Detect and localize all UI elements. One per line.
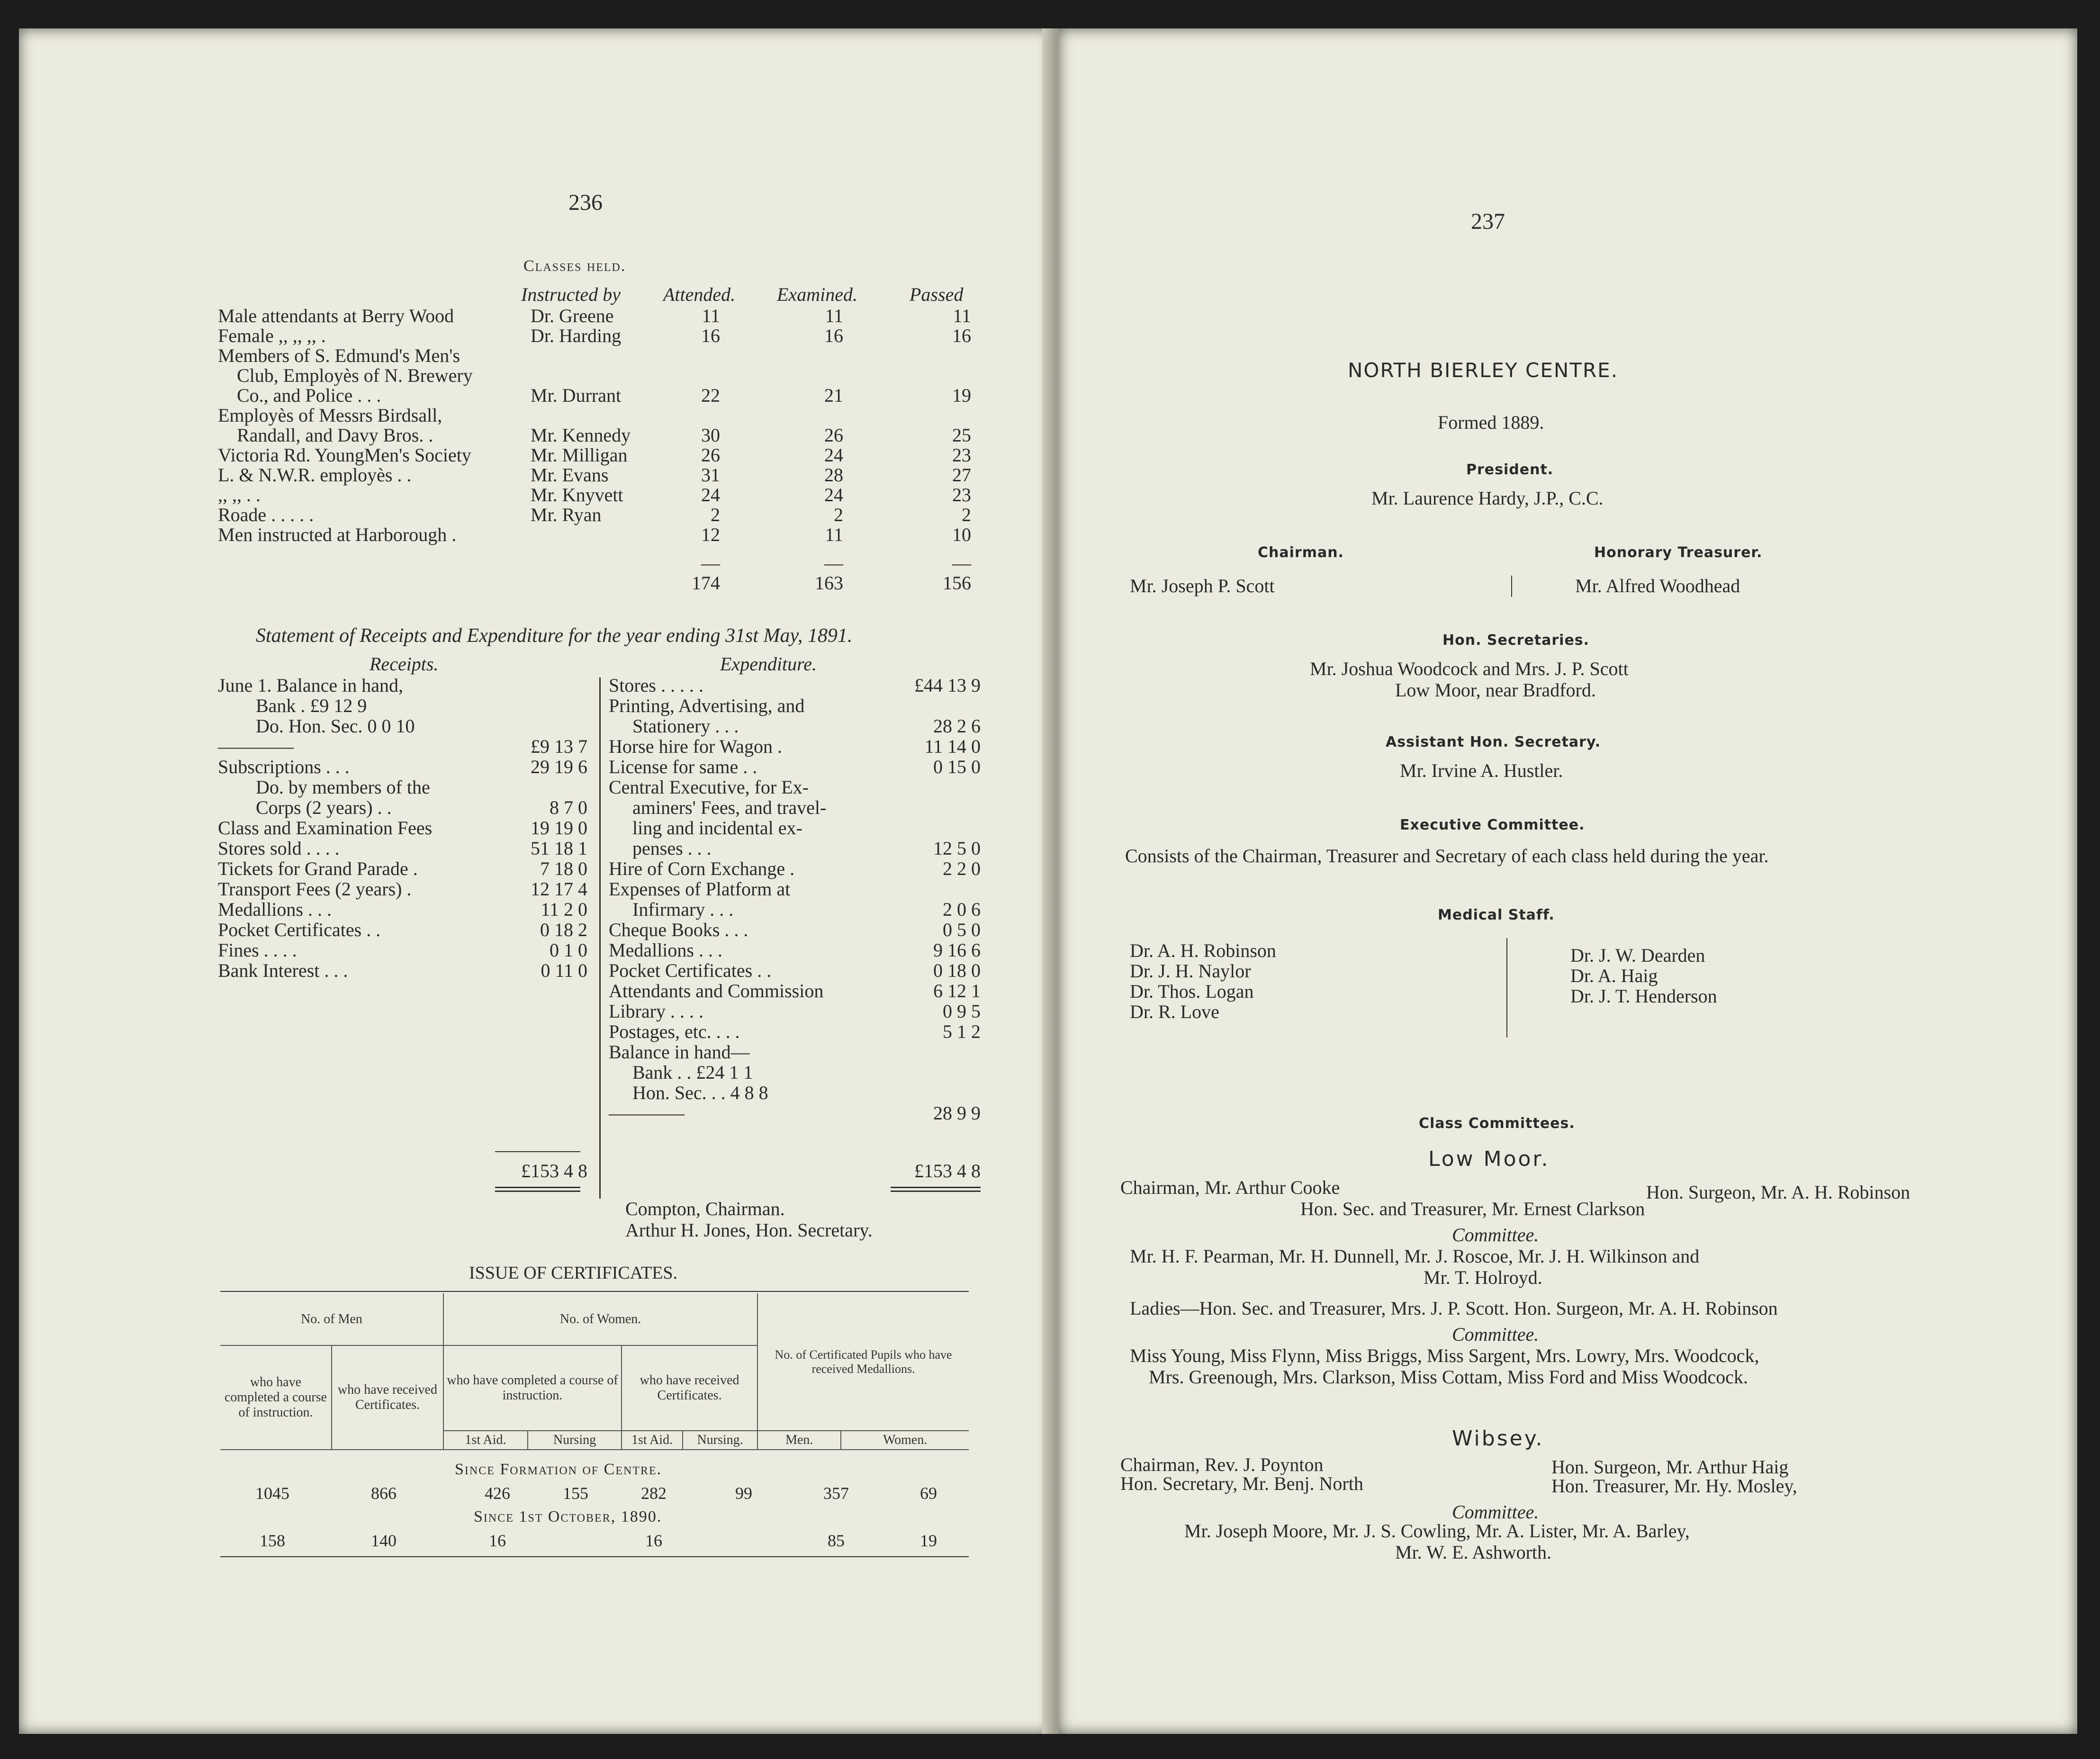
president-name: Mr. Laurence Hardy, J.P., C.C. [1371, 487, 1604, 509]
executive-heading: Executive Committee. [1400, 817, 1585, 833]
total-double-rule [891, 1187, 981, 1188]
women-received-header: who have received Certificates. [622, 1345, 757, 1431]
class-passed: 19 [952, 385, 971, 406]
total-double-rule [495, 1191, 580, 1192]
secretaries-heading: Hon. Secretaries. [1442, 632, 1590, 649]
certificate-count: 426 [485, 1484, 510, 1503]
class-examined: 2 [834, 504, 843, 525]
class-attended: 30 [701, 424, 720, 446]
class-description: Victoria Rd. YoungMen's Society [218, 444, 471, 466]
class-instructor: Dr. Greene [531, 305, 614, 326]
committee-members: Mr. T. Holroyd. [1424, 1267, 1542, 1288]
class-passed: 27 [952, 464, 971, 486]
certificates-title: ISSUE OF CERTIFICATES. [469, 1263, 678, 1283]
class-passed: 23 [952, 444, 971, 466]
medical-staff-name: Dr. J. T. Henderson [1570, 985, 1717, 1007]
expenditure-amount: 12 5 0 [933, 838, 981, 859]
total-rule: — [952, 552, 971, 574]
page-number: 237 [1471, 209, 1505, 234]
low-moor-title: Low Moor. [1428, 1147, 1550, 1171]
certificate-count: 158 [260, 1531, 285, 1550]
class-examined: 26 [824, 424, 843, 446]
secretaries-line: Mr. Joshua Woodcock and Mrs. J. P. Scott [1310, 658, 1629, 679]
sub-header: Nursing. [683, 1431, 757, 1450]
certificates-table [220, 1293, 969, 1450]
wibsey-chairman: Chairman, Rev. J. Poynton [1120, 1454, 1324, 1475]
treasurer-heading: Honorary Treasurer. [1594, 544, 1763, 561]
expenditure-item: ———— [609, 1102, 685, 1124]
expenditure-item: Expenses of Platform at [609, 878, 791, 900]
receipt-item: Do. Hon. Sec. 0 0 10 [256, 715, 415, 737]
expenditure-amount: 28 2 6 [933, 715, 981, 737]
sub-header: Women. [883, 1433, 928, 1447]
class-description: Men instructed at Harborough . [218, 524, 457, 545]
expenditure-amount: 11 14 0 [924, 736, 981, 757]
class-instructor: Mr. Knyvett [531, 484, 623, 505]
receipt-amount: 51 18 1 [531, 838, 587, 859]
class-examined: 11 [825, 305, 843, 326]
committee-label: Committee. [1452, 1324, 1539, 1345]
medical-staff-name: Dr. A. H. Robinson [1130, 940, 1276, 961]
certificate-count: 16 [645, 1531, 662, 1550]
receipt-amount: 12 17 4 [531, 878, 587, 900]
class-description: ,, ,, . . [218, 484, 261, 505]
certificate-count: 19 [920, 1531, 937, 1550]
left-page [19, 28, 1052, 1734]
class-description: Male attendants at Berry Wood [218, 305, 454, 326]
receipt-item: Subscriptions . . . [218, 756, 350, 777]
class-attended: 16 [701, 325, 720, 346]
total-passed: 156 [943, 572, 971, 594]
medical-staff-name: Dr. J. W. Dearden [1570, 945, 1705, 966]
receipt-amount: 8 7 0 [550, 797, 587, 818]
expenditure-amount: 0 5 0 [943, 919, 981, 940]
table-bottom-rule [220, 1556, 969, 1557]
page-number: 236 [568, 190, 603, 215]
col-attended: Attended. [663, 284, 736, 305]
receipt-item: Bank . £9 12 9 [256, 695, 367, 716]
certificate-count: 1045 [255, 1484, 289, 1503]
class-instructor: Mr. Ryan [531, 504, 602, 525]
medical-heading: Medical Staff. [1438, 907, 1555, 923]
expenditure-amount: 9 16 6 [933, 939, 981, 961]
men-completed-header: who have completed a course of instruction. [220, 1345, 332, 1450]
class-instructor: Mr. Kennedy [531, 424, 631, 446]
class-description: Co., and Police . . . [237, 385, 381, 406]
expenditure-amount: 6 12 1 [933, 980, 981, 1001]
medical-staff-name: Dr. A. Haig [1570, 965, 1658, 986]
low-moor-chairman: Chairman, Mr. Arthur Cooke [1120, 1177, 1340, 1198]
low-moor-surgeon: Hon. Surgeon, Mr. A. H. Robinson [1646, 1182, 1911, 1203]
col-passed: Passed [910, 284, 964, 305]
class-description: Randall, and Davy Bros. . [237, 424, 433, 446]
expenditure-item: Balance in hand— [609, 1041, 750, 1063]
total-examined: 163 [815, 572, 843, 594]
receipt-item: Class and Examination Fees [218, 817, 433, 839]
formed-date: Formed 1889. [1438, 412, 1544, 433]
class-instructor: Dr. Harding [531, 325, 622, 346]
wibsey-treasurer: Hon. Treasurer, Mr. Hy. Mosley, [1551, 1475, 1797, 1497]
expenditure-amount: 0 15 0 [933, 756, 981, 777]
col-instructed: Instructed by [521, 284, 621, 305]
expenditure-item: ling and incidental ex- [632, 817, 802, 839]
expenditure-amount: 2 0 6 [943, 899, 981, 920]
expenditure-item: Attendants and Commission [609, 980, 824, 1001]
class-instructor: Mr. Durrant [531, 385, 622, 406]
wibsey-surgeon: Hon. Surgeon, Mr. Arthur Haig [1551, 1456, 1789, 1478]
medical-staff-name: Dr. Thos. Logan [1130, 981, 1254, 1002]
secretaries-line: Low Moor, near Bradford. [1395, 679, 1596, 701]
class-description: L. & N.W.R. employès . . [218, 464, 412, 486]
receipt-amount: 19 19 0 [531, 817, 587, 839]
class-committees-heading: Class Committees. [1419, 1115, 1575, 1132]
expenditure-total: £153 4 8 [914, 1160, 981, 1182]
receipt-amount: 0 11 0 [541, 960, 587, 981]
assistant-name: Mr. Irvine A. Hustler. [1400, 760, 1563, 781]
chairman-heading: Chairman. [1258, 544, 1344, 561]
receipt-item: Fines . . . . [218, 939, 297, 961]
since-formation: Since Formation of Centre. [455, 1461, 662, 1478]
sub-header: 1st Aid. [622, 1431, 683, 1450]
expenditure-item: Horse hire for Wagon . [609, 736, 782, 757]
receipt-item: Bank Interest . . . [218, 960, 348, 981]
class-description: Members of S. Edmund's Men's [218, 345, 460, 366]
class-examined: 28 [824, 464, 843, 486]
expenditure-item: License for same . . [609, 756, 757, 777]
expenditure-amount: 2 2 0 [943, 858, 981, 879]
divider [1506, 938, 1507, 1037]
committee-label: Committee. [1452, 1501, 1539, 1523]
class-attended: 2 [711, 504, 720, 525]
receipts-total: £153 4 8 [521, 1160, 587, 1182]
class-attended: 26 [701, 444, 720, 466]
certificate-count: 155 [563, 1484, 588, 1503]
expenditure-item: Pocket Certificates . . [609, 960, 772, 981]
expenditure-amount: 0 9 5 [943, 1001, 981, 1022]
sub-header: Men. [757, 1431, 841, 1450]
receipt-item: ———— [218, 736, 294, 757]
treasurer-name: Mr. Alfred Woodhead [1575, 575, 1740, 596]
wibsey-members: Mr. Joseph Moore, Mr. J. S. Cowling, Mr. A. Lister, Mr. A. Barley, [1184, 1520, 1690, 1542]
class-description: Female ,, ,, ,, . [218, 325, 326, 346]
pupils-header: No. of Certificated Pupils who have received Medallions. [775, 1347, 952, 1376]
women-header: No. of Women. [443, 1293, 757, 1345]
expenditure-item: Hon. Sec. . . 4 8 8 [632, 1082, 768, 1103]
secretary-signature: Arthur H. Jones, Hon. Secretary. [625, 1219, 873, 1241]
president-heading: President. [1466, 461, 1554, 478]
table-top-rule [220, 1291, 969, 1292]
expenditure-item: Bank . . £24 1 1 [632, 1062, 753, 1083]
expenditure-amount: 0 18 0 [933, 960, 981, 981]
class-passed: 23 [952, 484, 971, 505]
class-passed: 11 [953, 305, 971, 326]
expenditure-item: Stationery . . . [632, 715, 739, 737]
total-rule: — [824, 552, 843, 574]
class-examined: 16 [824, 325, 843, 346]
class-attended: 11 [702, 305, 720, 326]
total-double-rule [891, 1191, 981, 1192]
ladies-members: Miss Young, Miss Flynn, Miss Briggs, Miss Sargent, Mrs. Lowry, Mrs. Woodcock, [1130, 1345, 1759, 1366]
expenditure-item: Cheque Books . . . [609, 919, 748, 940]
medical-staff-name: Dr. J. H. Naylor [1130, 960, 1251, 982]
class-instructor: Mr. Milligan [531, 444, 628, 466]
total-attended: 174 [692, 572, 720, 594]
sub-header: Nursing [528, 1431, 622, 1450]
certificate-count: 16 [489, 1531, 506, 1550]
expenditure-item: Printing, Advertising, and [609, 695, 805, 716]
expenditure-item: Postages, etc. . . . [609, 1021, 740, 1042]
receipt-item: June 1. Balance in hand, [218, 675, 403, 696]
class-passed: 10 [952, 524, 971, 545]
expenditure-item: aminers' Fees, and travel- [632, 797, 827, 818]
class-passed: 25 [952, 424, 971, 446]
sub-header: 1st Aid. [443, 1431, 528, 1450]
certificate-count: 85 [828, 1531, 845, 1550]
classes-title: Classes held. [523, 257, 626, 275]
class-examined: 24 [824, 444, 843, 466]
receipts-heading: Receipts. [370, 653, 439, 675]
expenditure-amount: 5 1 2 [943, 1021, 981, 1042]
ladies-line: Ladies—Hon. Sec. and Treasurer, Mrs. J. P. Scott. Hon. Surgeon, Mr. A. H. Robinson [1130, 1298, 1778, 1319]
expenditure-amount: 28 9 9 [933, 1102, 981, 1124]
expenditure-item: Medallions . . . [609, 939, 722, 961]
women-completed-header: who have completed a course of instruction. [443, 1345, 622, 1431]
chairman-name: Mr. Joseph P. Scott [1130, 575, 1275, 596]
ladies-members: Mrs. Greenough, Mrs. Clarkson, Miss Cottam, Miss Ford and Miss Woodcock. [1149, 1366, 1748, 1388]
certificate-count: 357 [823, 1484, 849, 1503]
class-attended: 12 [701, 524, 720, 545]
certificate-count: 99 [735, 1484, 752, 1503]
certificate-count: 140 [371, 1531, 397, 1550]
column-divider [599, 677, 601, 1199]
class-attended: 24 [701, 484, 720, 505]
expenditure-heading: Expenditure. [720, 653, 817, 675]
wibsey-secretary: Hon. Secretary, Mr. Benj. North [1120, 1473, 1363, 1494]
class-description: Club, Employès of N. Brewery [237, 365, 473, 386]
receipt-amount: £9 13 7 [531, 736, 587, 757]
statement-title: Statement of Receipts and Expenditure for the year ending 31st May, 1891. [256, 625, 853, 647]
certificate-count: 866 [371, 1484, 397, 1503]
right-page [1059, 28, 2077, 1734]
expenditure-item: Hire of Corn Exchange . [609, 858, 795, 879]
total-rule: — [701, 552, 720, 574]
receipt-amount: 11 2 0 [541, 899, 587, 920]
col-examined: Examined. [777, 284, 857, 305]
medical-staff-name: Dr. R. Love [1130, 1001, 1219, 1022]
expenditure-amount: £44 13 9 [914, 675, 981, 696]
class-description: Roade . . . . . [218, 504, 314, 525]
total-double-rule [495, 1187, 580, 1188]
receipt-item: Tickets for Grand Parade . [218, 858, 418, 879]
receipt-item: Transport Fees (2 years) . [218, 878, 412, 900]
class-passed: 2 [962, 504, 971, 525]
receipt-item: Corps (2 years) . . [256, 797, 392, 818]
class-attended: 22 [701, 385, 720, 406]
assistant-heading: Assistant Hon. Secretary. [1386, 734, 1601, 750]
class-instructor: Mr. Evans [531, 464, 609, 486]
receipt-item: Pocket Certificates . . [218, 919, 381, 940]
chairman-signature: Compton, Chairman. [625, 1198, 785, 1219]
since-october: Since 1st October, 1890. [474, 1508, 662, 1525]
expenditure-item: Stores . . . . . [609, 675, 703, 696]
receipt-amount: 0 1 0 [550, 939, 587, 961]
committee-members: Mr. H. F. Pearman, Mr. H. Dunnell, Mr. J. Roscoe, Mr. J. H. Wilkinson and [1130, 1245, 1700, 1267]
receipt-amount: 0 18 2 [540, 919, 587, 940]
committee-label: Committee. [1452, 1224, 1539, 1245]
wibsey-members: Mr. W. E. Ashworth. [1395, 1542, 1552, 1563]
wibsey-title: Wibsey. [1452, 1426, 1544, 1451]
class-attended: 31 [701, 464, 720, 486]
centre-title: NORTH BIERLEY CENTRE. [1348, 359, 1619, 382]
expenditure-item: penses . . . [632, 838, 712, 859]
low-moor-secretary: Hon. Sec. and Treasurer, Mr. Ernest Clarkson [1300, 1198, 1645, 1219]
receipt-item: Do. by members of the [256, 776, 430, 798]
expenditure-item: Library . . . . [609, 1001, 703, 1022]
class-examined: 11 [825, 524, 843, 545]
class-examined: 21 [824, 385, 843, 406]
certificate-count: 69 [920, 1484, 937, 1503]
certificate-count: 282 [641, 1484, 667, 1503]
class-description: Employès of Messrs Birdsall, [218, 405, 442, 426]
receipt-item: Stores sold . . . . [218, 838, 340, 859]
men-received-header: who have received Certificates. [332, 1345, 443, 1450]
expenditure-item: Infirmary . . . [632, 899, 734, 920]
total-rule [495, 1151, 580, 1152]
receipt-amount: 7 18 0 [540, 858, 587, 879]
divider [1511, 576, 1512, 597]
class-examined: 24 [824, 484, 843, 505]
men-header: No. of Men [220, 1293, 443, 1345]
receipt-item: Medallions . . . [218, 899, 332, 920]
class-passed: 16 [952, 325, 971, 346]
expenditure-item: Central Executive, for Ex- [609, 776, 809, 798]
receipt-amount: 29 19 6 [531, 756, 587, 777]
executive-text: Consists of the Chairman, Treasurer and Secretary of each class held during the year. [1125, 845, 1769, 866]
